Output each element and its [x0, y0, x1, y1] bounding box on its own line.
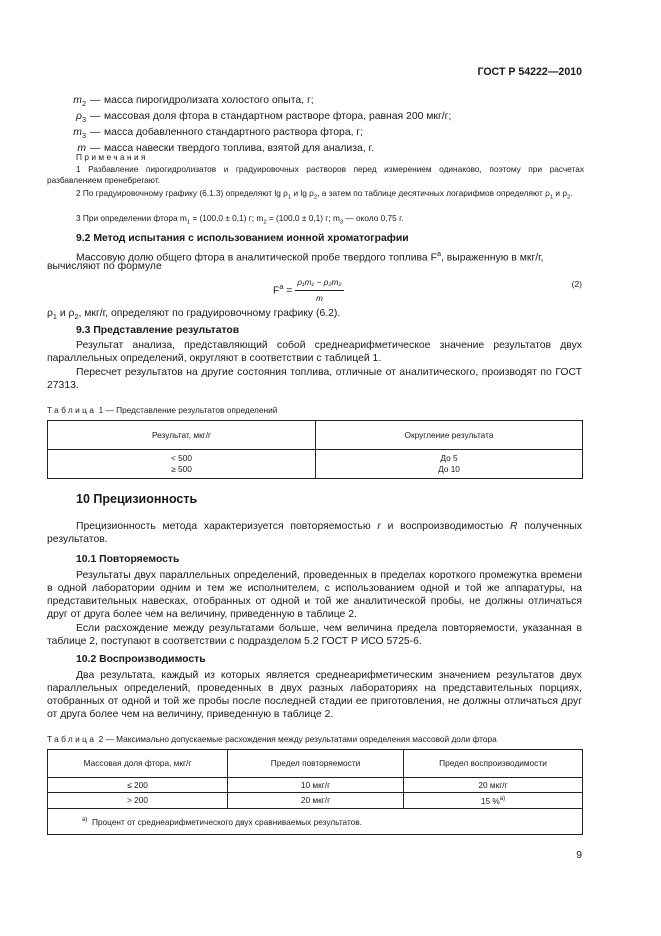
symbol-definitions [40, 94, 451, 158]
table-cell: До 5 До 10 [316, 450, 583, 479]
document-id: ГОСТ Р 54222—2010 [477, 66, 582, 78]
definition-row: $m_3$ — масса добавленного стандартного раствора фтора, г; [73, 127, 364, 141]
formula-2: $F^a$ = $\frac{\text{ρ₁m₁ − ρ₂m₂}}{m}$ [273, 277, 342, 303]
table-cell: < 500 ≥ 500 [48, 450, 316, 479]
table-cell: 20 мкг/г [404, 778, 583, 793]
note-3: 3 При определении фтора $m_1 = (100,0 \pm 0,1)$ г; $m_2 = (100,0 \pm 0,1)$ г; $m_3$ — около 0,75 г. [76, 213, 404, 226]
section-9-3-paragraph-1: Результат анализа, представляющий собой среднеарифметическое значение результатов двух параллельных определений, округляют в соответствии с таблицей 1. [47, 340, 582, 364]
section-10-2-heading: 10.2 Воспроизводимость [76, 654, 206, 665]
table-footnote-row [48, 809, 583, 835]
formula-number: (2) [571, 279, 582, 289]
table-header-cell: Округление результата [316, 421, 583, 450]
table-header-cell: Результат, мкг/г [48, 421, 316, 450]
table-header-cell: Массовая доля фтора, мкг/г [48, 750, 228, 778]
table-header-cell: Предел повторяемости [228, 750, 404, 778]
section-9-2-paragraph-cont: вычисляют по формуле [47, 261, 162, 272]
section-9-2-paragraph: Массовую долю общего фтора в аналитической пробе твердого топлива $F^a$, выраженную в мкг/г, [76, 249, 544, 264]
section-9-2-heading: 9.2 Метод испытания с использованием ионной хроматографии [76, 233, 409, 244]
section-10-1-paragraph-2: Если расхождение между результатами больше, чем величина предела повторяемости, указанная в таблице 2, поступают в соответствии с подразделом 5.2 ГОСТ Р ИСО 5725-6. [47, 623, 582, 647]
table-cell: 10 мкг/г [228, 778, 404, 793]
table-header-cell: Предел воспроизводимости [404, 750, 583, 778]
table-row [48, 778, 583, 793]
table-cell: ≤ 200 [48, 778, 228, 793]
formula-fraction: $\frac{\text{ρ₁m₁ − ρ₂m₂}}{m}$ [297, 277, 342, 303]
page-number: 9 [576, 850, 582, 861]
formula-explanation: $\rho_1$ и $\rho_2$, мкг/г, определяют по градуировочному графику (6.2). [47, 308, 341, 322]
table-header-row [48, 750, 583, 778]
definition-row: m — масса навески твердого топлива, взятой для анализа, г. [77, 143, 374, 155]
table-cell: > 200 [48, 793, 228, 809]
section-10-heading: 10 Прецизионность [76, 492, 198, 506]
note-2: 2 По градуировочному графику (6.1.3) определяют $\lg \rho_1$ и $\lg \rho_2$, а затем по таблице десятичных логарифмов определяют $\rho_1$ и $\rho_2$. [76, 188, 573, 201]
table-row [48, 450, 583, 479]
section-9-3-paragraph-2: Пересчет результатов на другие состояния топлива, отличные от аналитического, производят по ГОСТ 27313. [47, 367, 582, 391]
table-cell: 15 %$^{а)}$ [404, 793, 583, 809]
table-row [48, 793, 583, 809]
section-10-1-heading: 10.1 Повторяемость [76, 554, 180, 565]
section-10-1-paragraph-1: Результаты двух параллельных определений, проведенных в пределах короткого промежутка времени в одной лаборатории одним и тем же исполнителем, с использованием одной и той же аппаратуры, на представительных навесках, отобранных от одной и той же аналитической пробы, не должны отличаться друг от друга более чем на величину, приведенную в таблице 2. [47, 570, 582, 620]
table-header-row [48, 421, 583, 450]
notes-title: Примечания [76, 152, 148, 162]
note-1: 1 Разбавление пирогидролизатов и градуировочных растворов перед измерением одинаково, поэтому при расчетах разбавлением пренебрегают. [47, 164, 584, 185]
table-2 [47, 749, 583, 835]
section-9-3-heading: 9.3 Представление результатов [76, 325, 240, 336]
section-10-2-paragraph: Два результата, каждый из которых является среднеарифметическим значением результатов двух параллельных определений, проведенных в двух разных лабораториях на представительных порциях, отобранных от одной и той же пробы после последней стадии ее приготовления, не должны отличаться друг от друга более чем на величину, приведенную в таблице 2. [47, 670, 582, 720]
table-1-caption: Таблица 1 — Представление результатов определений [47, 405, 278, 415]
table-footnote: $^{а)}$ Процент от среднеарифметического двух сравниваемых результатов. [48, 809, 583, 835]
section-10-paragraph: Прецизионность метода характеризуется повторяемостью r и воспроизводимостью R полученных результатов. [47, 521, 583, 545]
definition-row: $m_2$ — масса пирогидролизата холостого опыта, г; [73, 95, 314, 109]
definition-row: $\rho_3$ — массовая доля фтора в стандартном растворе фтора, равная 200 мкг/г; [76, 111, 452, 125]
table-2-caption: Таблица 2 — Максимально допускаемые расхождения между результатами определения массовой доли фтора [47, 734, 497, 744]
table-1 [47, 420, 583, 479]
table-cell: 20 мкг/г [228, 793, 404, 809]
